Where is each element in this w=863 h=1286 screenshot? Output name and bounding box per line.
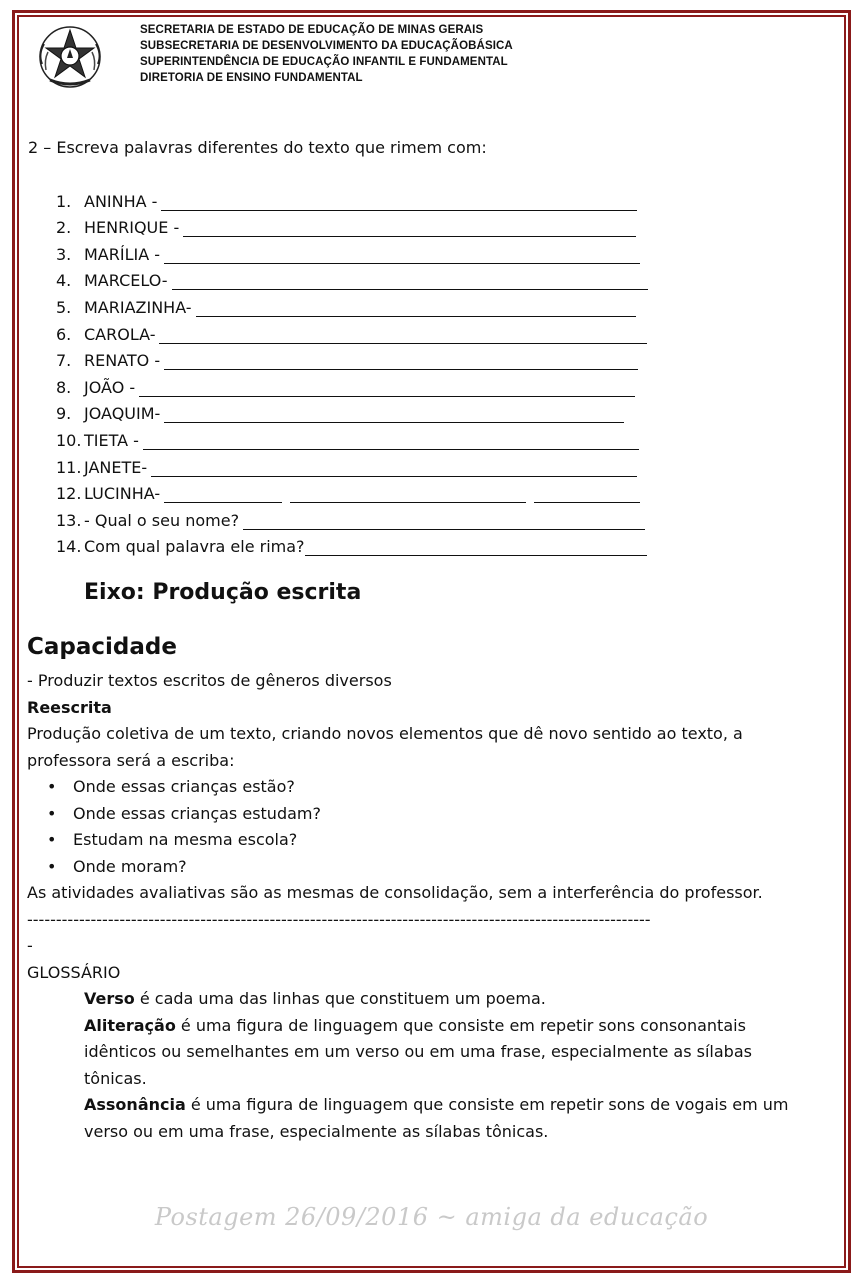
- rhyme-item: [56, 184, 696, 211]
- bullet-item: • Onde essas crianças estão?: [47, 774, 817, 801]
- item-number: 7.: [56, 351, 72, 371]
- item-label: CAROLA-: [84, 324, 156, 344]
- rhyme-item: [56, 450, 696, 477]
- glossary-title: GLOSSÁRIO: [27, 962, 121, 982]
- answer-blank[interactable]: [164, 351, 638, 370]
- item-number: 13.: [56, 510, 82, 530]
- rhyme-item: [56, 264, 696, 291]
- item-label: MARÍLIA -: [84, 244, 161, 264]
- item-label: TIETA -: [84, 430, 139, 450]
- answer-blank[interactable]: [143, 431, 639, 450]
- answer-blank[interactable]: [151, 458, 637, 477]
- answer-blank[interactable]: [172, 271, 648, 290]
- item-number: 3.: [56, 244, 72, 264]
- header-line-2: SUBSECRETARIA DE DESENVOLVIMENTO DA EDUCAÇÃOBÁSICA: [140, 40, 513, 52]
- rhyme-item: [56, 317, 696, 344]
- reescrita-subtitle: Reescrita: [27, 697, 112, 717]
- answer-blank[interactable]: [139, 378, 635, 397]
- glossary-entry: [84, 1092, 817, 1145]
- item-number: 4.: [56, 271, 72, 291]
- item-number: 14.: [56, 537, 82, 557]
- header-line-3: SUPERINTENDÊNCIA DE EDUCAÇÃO INFANTIL E FUNDAMENTAL: [140, 56, 508, 68]
- rhyme-item: [56, 344, 696, 371]
- item-number: 6.: [56, 324, 72, 344]
- answer-blank[interactable]: [164, 245, 640, 264]
- dashed-separator: ------------------------------------------------------------------------------------------------------------: [27, 909, 651, 929]
- glossary-term: Aliteração: [84, 1015, 176, 1035]
- item-number: 1.: [56, 191, 72, 211]
- answer-blank[interactable]: [164, 404, 624, 423]
- rhyme-item: [56, 530, 696, 557]
- answer-blank[interactable]: [305, 537, 647, 556]
- item-label: - Qual o seu nome?: [84, 510, 240, 530]
- state-coat-of-arms-icon: [36, 24, 104, 90]
- glossary-term: Verso: [84, 989, 135, 1008]
- item-label: JOÃO -: [84, 377, 136, 397]
- item-label: LUCINHA-: [84, 484, 161, 504]
- item-number: 5.: [56, 297, 72, 317]
- item-label: Com qual palavra ele rima?: [84, 537, 305, 557]
- rhyme-item: [56, 423, 696, 450]
- glossary-entry: [84, 986, 817, 1013]
- rhyme-item: [56, 237, 696, 264]
- rhyme-item: [56, 370, 696, 397]
- closing-paragraph: As atividades avaliativas são as mesmas de consolidação, sem a interferência do professor.: [27, 883, 763, 902]
- item-label: MARCELO-: [84, 271, 168, 291]
- answer-blank[interactable]: [290, 484, 526, 503]
- question-bullets: [27, 774, 817, 880]
- item-label: HENRIQUE -: [84, 218, 180, 238]
- footer-watermark: Postagem 26/09/2016 ~ amiga da educação: [154, 1203, 709, 1231]
- bullet-item: • Onde moram?: [47, 854, 817, 881]
- item-label: JOAQUIM-: [84, 404, 161, 424]
- capacidade-body: [27, 668, 817, 1145]
- item-label: ANINHA -: [84, 191, 158, 211]
- section-heading-eixo: Eixo: Produção escrita: [84, 580, 362, 605]
- answer-blank[interactable]: [159, 325, 647, 344]
- question-2-prompt: 2 – Escreva palavras diferentes do texto que rimem com:: [28, 138, 487, 157]
- header-line-4: DIRETORIA DE ENSINO FUNDAMENTAL: [140, 72, 363, 84]
- bullet-item: • Estudam na mesma escola?: [47, 827, 817, 854]
- item-label: MARIAZINHA-: [84, 297, 192, 317]
- answer-blank[interactable]: [534, 484, 640, 503]
- glossary-entry: [84, 1013, 817, 1093]
- item-number: 8.: [56, 377, 72, 397]
- dashed-separator-tail: -: [27, 936, 33, 955]
- rhyme-item: [56, 211, 696, 238]
- capacidade-item: - Produzir textos escritos de gêneros diversos: [27, 671, 392, 690]
- item-label: RENATO -: [84, 351, 161, 371]
- glossary-entries: [27, 986, 817, 1145]
- rhyme-list: [56, 184, 696, 556]
- answer-blank[interactable]: [196, 298, 636, 317]
- rhyme-item: [56, 477, 696, 504]
- item-number: 10.: [56, 430, 82, 450]
- answer-blank[interactable]: [243, 511, 645, 530]
- rhyme-item: [56, 397, 696, 424]
- section-heading-capacidade: Capacidade: [27, 634, 177, 660]
- item-label: JANETE-: [84, 457, 148, 477]
- glossary-definition: é uma figura de linguagem que consiste em repetir sons consonantais idênticos ou semelhantes em um verso ou em uma frase, especialmente as sílabas tônicas.: [84, 1015, 752, 1088]
- answer-blank[interactable]: [164, 484, 282, 503]
- glossary-definition: é cada uma das linhas que constituem um poema.: [134, 989, 546, 1008]
- glossary-definition: é uma figura de linguagem que consiste em repetir sons de vogais em um verso ou em uma frase, especialmente as sílabas tônicas.: [84, 1095, 789, 1141]
- bullet-item: • Onde essas crianças estudam?: [47, 801, 817, 828]
- answer-blank[interactable]: [161, 192, 637, 211]
- rhyme-item: [56, 290, 696, 317]
- answer-blank[interactable]: [183, 218, 636, 237]
- rhyme-item: [56, 503, 696, 530]
- item-number: 12.: [56, 484, 82, 504]
- item-number: 9.: [56, 404, 72, 424]
- item-number: 2.: [56, 218, 72, 238]
- header-line-1: SECRETARIA DE ESTADO DE EDUCAÇÃO DE MINAS GERAIS: [140, 24, 484, 36]
- item-number: 11.: [56, 457, 82, 477]
- document-header: [36, 22, 816, 94]
- reescrita-paragraph: Produção coletiva de um texto, criando novos elementos que dê novo sentido ao texto, a professora será a escriba:: [27, 724, 743, 770]
- glossary-term: Assonância: [84, 1095, 186, 1114]
